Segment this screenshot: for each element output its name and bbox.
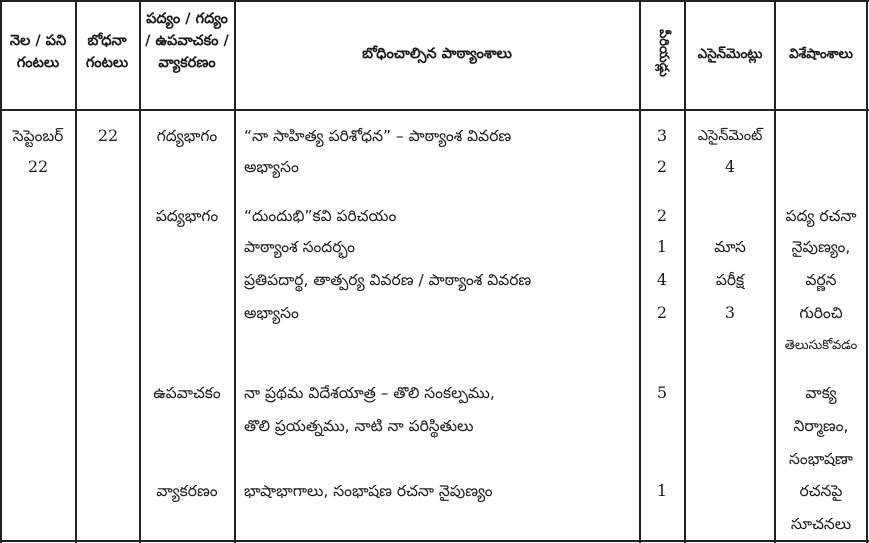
special-text: గురించి [799,304,843,322]
special-text: పద్య రచనా [785,207,857,225]
lesson-text: “దుందుభి”కవి పరిచయం [244,207,397,225]
periods-value: 2 [656,303,668,322]
month-name: సెప్టెంబర్ [12,127,64,145]
lesson-text: నా ప్రథమ విదేశయాత్ర – తొలి సంకల్పము, [244,384,495,402]
lesson-text: “నా సాహిత్య పరిశోధన” – పాఠ్యాంశ వివరణ [244,127,512,145]
header-assignments: ఎసైన్‌మెంట్లు [697,46,763,62]
header-lessons: బోధించాల్సిన పాఠ్యాంశాలు [362,46,512,62]
periods-value: 4 [656,270,668,289]
assignment-text: 3 [724,303,736,322]
periods-value: 1 [656,237,668,256]
periods-value: 3 [656,126,668,145]
header-specials: విశేషాంశాలు [789,46,853,62]
column-divider [0,0,2,543]
month-hours: 22 [27,157,49,176]
special-text: సంభాషణా [789,450,853,468]
table-border-bottom [0,540,869,542]
header-periods: పీరియడ్లు [656,29,672,77]
special-text: నిర్మాణం, [793,417,849,435]
special-text: వాక్య [805,384,837,402]
header-teaching-hours: బోధనా గంటలు [85,33,129,71]
column-divider [139,0,141,543]
special-text: వర్ణన [805,271,837,289]
assignment-text: పరీక్ష [715,271,745,289]
header-divider [0,109,869,111]
column-divider [866,0,868,543]
special-text: సూచనలు [790,515,852,533]
lesson-text: అభ్యాసం [244,304,299,322]
section-type: వ్యాకరణం [156,482,218,500]
lesson-text: ప్రతిపదార్థ, తాత్పర్య వివరణ / పాఠ్యాంశ వివరణ [244,271,532,289]
lesson-text: అభ్యాసం [244,158,299,176]
header-month: నెల / పని గంటలు [9,33,67,71]
table-border-top [0,0,869,2]
special-text: రచనపై [799,482,843,500]
lesson-text: భాషాభాగాలు, సంభాషణ రచనా నైపుణ్యం [244,482,493,500]
periods-value: 2 [656,157,668,176]
periods-value: 5 [656,383,668,402]
assignment-text: 4 [724,157,736,176]
column-divider [234,0,236,543]
periods-value: 2 [656,206,668,225]
column-divider [75,0,77,543]
periods-value: 1 [656,481,668,500]
assignment-text: మాస [714,238,746,256]
assignment-text: ఎసైన్‌మెంట్ [697,128,763,144]
section-type: గద్యభాగం [156,127,218,145]
special-text: తెలుసుకోవడం [784,338,858,353]
section-type: ఉపవాచకం [153,384,221,402]
header-type: పద్యం / గద్యం / ఉపవాచకం / వ్యాకరణం [145,11,229,71]
special-text: నైపుణ్యం, [791,238,851,256]
teaching-hours-value: 22 [97,126,119,145]
lesson-text: పాఠ్యాంశ సందర్భం [244,238,355,256]
lesson-text: తొలి ప్రయత్నము, నాటి నా పరిస్థితులు [244,417,474,435]
section-type: పద్యభాగం [155,207,219,225]
